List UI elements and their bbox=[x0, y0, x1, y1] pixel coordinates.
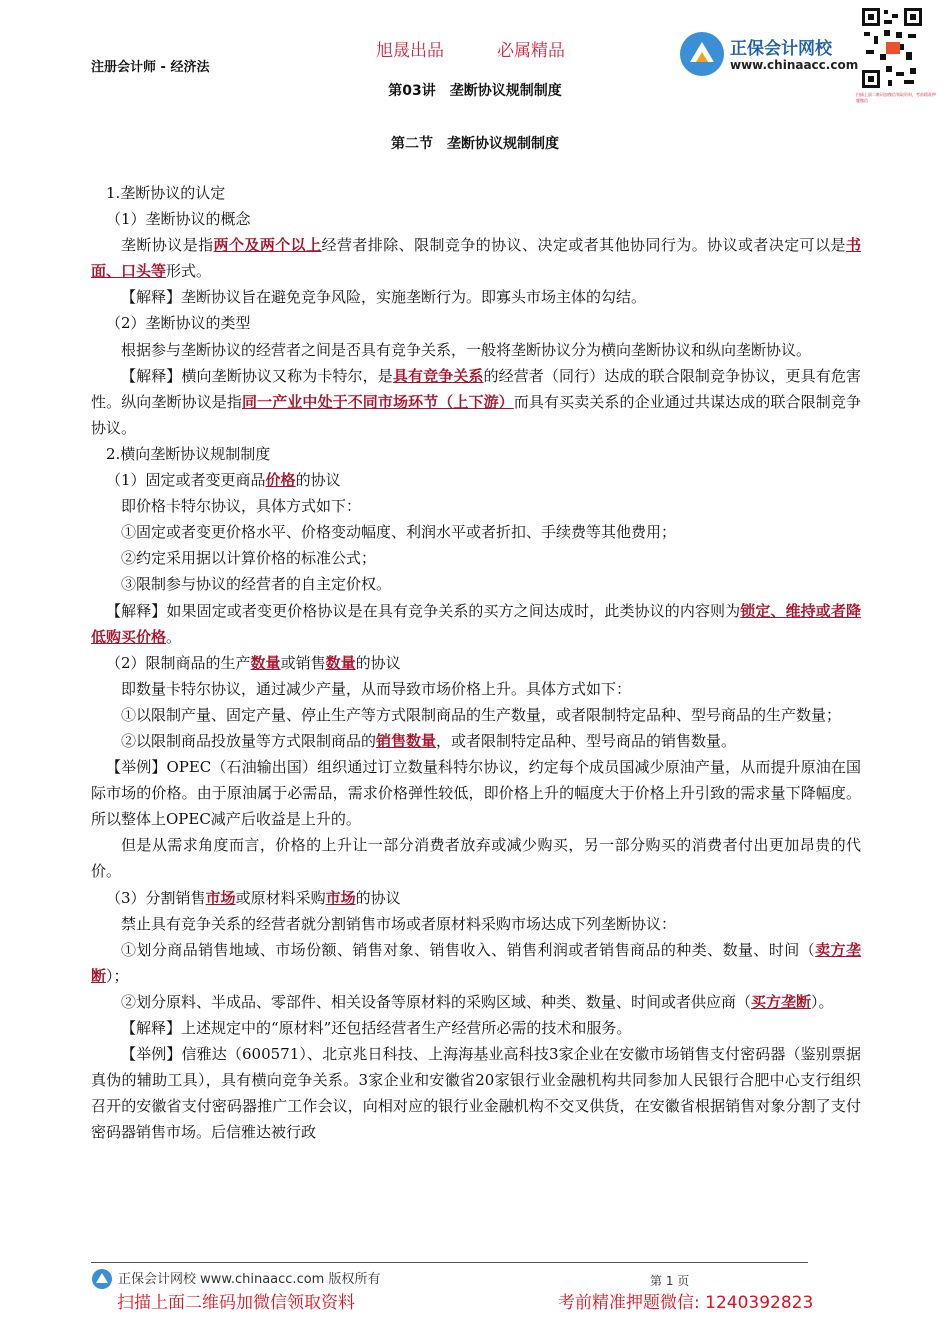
heading-2: 2.横向垄断协议规制制度 bbox=[106, 444, 271, 463]
footer-divider bbox=[91, 1262, 808, 1263]
paragraph: 根据参与垄断协议的经营者之间是否具有竞争关系，一般将垄断协议分为横向垄断协议和纵向垄断协议。 bbox=[121, 340, 812, 359]
footer-copyright: 正保会计网校 www.chinaacc.com 版权所有 bbox=[118, 1272, 381, 1287]
list-item: ②约定采用据以计算价格的标准公式； bbox=[121, 549, 377, 568]
slogan-left: 旭晟出品 bbox=[376, 41, 444, 61]
paragraph: 垄断协议是指两个及两个以上经营者排除、限制竞争的协议、决定或者其他协同行为。协议或者决定可以是书面、口头等形式。 bbox=[91, 236, 861, 281]
promo-left: 扫描上面二维码加微信领取资料 bbox=[117, 1293, 355, 1313]
chinaacc-logo-icon bbox=[678, 30, 726, 78]
heading-1-2: （2）垄断协议的类型 bbox=[106, 314, 251, 333]
highlight: 书面、口头等 bbox=[91, 236, 861, 281]
heading-2-1: （1）固定或者变更商品价格的协议 bbox=[106, 471, 341, 490]
highlight: 数量 bbox=[250, 653, 281, 672]
highlight: 销售数量 bbox=[376, 731, 437, 750]
highlight: 价格 bbox=[265, 471, 296, 490]
paragraph: 禁止具有竞争关系的经营者就分割销售市场或者原材料采购市场达成下列垄断协议： bbox=[121, 914, 677, 933]
example-paragraph: 【举例】信雅达（600571）、北京兆日科技、上海海基业高科技3家企业在安徽市场销售支付密码器（鉴别票据真伪的辅助工具），具有横向竞争关系。3家企业和安徽省20家银行业金融机构共同参加人民银行合肥中心支行组织召开的安徽省支付密码器推广工作会议，向相对应的银行业金融机构不交叉供货，在安徽省根据销售对象分割了支付密码器销售市场。后信雅达被行政 bbox=[91, 1045, 861, 1142]
highlight: 锁定、维持或者降低购买价格 bbox=[91, 601, 861, 646]
paragraph: 即价格卡特尔协议，具体方式如下： bbox=[121, 497, 362, 516]
paragraph: 【解释】垄断协议旨在避免竞争风险，实施垄断行为。即寡头市场主体的勾结。 bbox=[121, 288, 647, 307]
highlight: 同一产业中处于不同市场环节（上下游） bbox=[242, 392, 514, 411]
heading-2-3: （3）分割销售市场或原材料采购市场的协议 bbox=[106, 888, 401, 907]
qr-code-icon bbox=[860, 6, 924, 90]
list-item: ③限制参与协议的经营者的自主定价权。 bbox=[121, 575, 392, 594]
highlight: 数量 bbox=[325, 653, 356, 672]
page-number: 第 1 页 bbox=[650, 1274, 690, 1288]
highlight: 卖方垄断 bbox=[91, 940, 861, 985]
list-item: ①以限制产量、固定产量、停止生产等方式限制商品的生产数量，或者限制特定品种、型号商品的生产数量； bbox=[121, 705, 842, 724]
logo-url: www.chinaacc.com bbox=[730, 58, 859, 72]
heading-1-1: （1）垄断协议的概念 bbox=[106, 210, 251, 229]
highlight: 市场 bbox=[205, 888, 236, 907]
qr-note: 扫描上面二维码加微信领取资料，考前精准押题微信 bbox=[856, 92, 936, 103]
highlight: 市场 bbox=[325, 888, 356, 907]
logo-name: 正保会计网校 bbox=[730, 39, 832, 59]
slogan-right: 必属精品 bbox=[497, 41, 565, 61]
list-item: ②划分原料、半成品、零部件、相关设备等原材料的采购区域、种类、数量、时间或者供应商（买方垄断）。 bbox=[121, 992, 834, 1011]
course-title: 注册会计师 - 经济法 bbox=[91, 60, 210, 75]
highlight: 两个及两个以上 bbox=[213, 236, 322, 255]
heading-2-2: （2）限制商品的生产数量或销售数量的协议 bbox=[106, 653, 401, 672]
paragraph: 【解释】上述规定中的“原材料”还包括经营者生产经营所必需的技术和服务。 bbox=[121, 1019, 632, 1037]
heading-1: 1.垄断协议的认定 bbox=[106, 184, 226, 202]
list-item: ①固定或者变更价格水平、价格变动幅度、利润水平或者折扣、手续费等其他费用； bbox=[121, 523, 677, 542]
paragraph: 即数量卡特尔协议，通过减少产量，从而导致市场价格上升。具体方式如下： bbox=[121, 679, 632, 698]
highlight: 具有竞争关系 bbox=[392, 366, 484, 385]
paragraph: 【解释】横向垄断协议又称为卡特尔，是具有竞争关系的经营者（同行）达成的联合限制竞争协议，更具有危害性。纵向垄断协议是指同一产业中处于不同市场环节（上下游）而具有买卖关系的企业通过共谋达成的联合限制竞争协议。 bbox=[91, 366, 861, 437]
document-body bbox=[91, 180, 861, 1145]
list-item: ②以限制商品投放量等方式限制商品的销售数量，或者限制特定品种、型号商品的销售数量。 bbox=[121, 731, 737, 750]
footer-logo-icon bbox=[91, 1268, 113, 1290]
list-item: ①划分商品销售地域、市场份额、销售对象、销售收入、销售利润或者销售商品的种类、数量、时间（卖方垄断）； bbox=[91, 940, 861, 985]
lecture-title: 第03讲 垄断协议规制制度 bbox=[388, 83, 562, 99]
section-title: 第二节 垄断协议规制制度 bbox=[391, 136, 559, 152]
paragraph: 但是从需求角度而言，价格的上升让一部分消费者放弃或减少购买，另一部分购买的消费者付出更加昂贵的代价。 bbox=[91, 836, 861, 881]
highlight: 买方垄断 bbox=[751, 992, 812, 1011]
paragraph: 【解释】如果固定或者变更价格协议是在具有竞争关系的买方之间达成时，此类协议的内容则为锁定、维持或者降低购买价格。 bbox=[91, 601, 861, 646]
example-paragraph: 【举例】OPEC（石油输出国）组织通过订立数量科特尔协议，约定每个成员国减少原油产量，从而提升原油在国际市场的价格。由于原油属于必需品，需求价格弹性较低，即价格上升的幅度大于价格上升引致的需求量下降幅度。所以整体上OPEC减产后收益是上升的。 bbox=[91, 758, 861, 829]
promo-right: 考前精准押题微信: 1240392823 bbox=[558, 1293, 814, 1313]
